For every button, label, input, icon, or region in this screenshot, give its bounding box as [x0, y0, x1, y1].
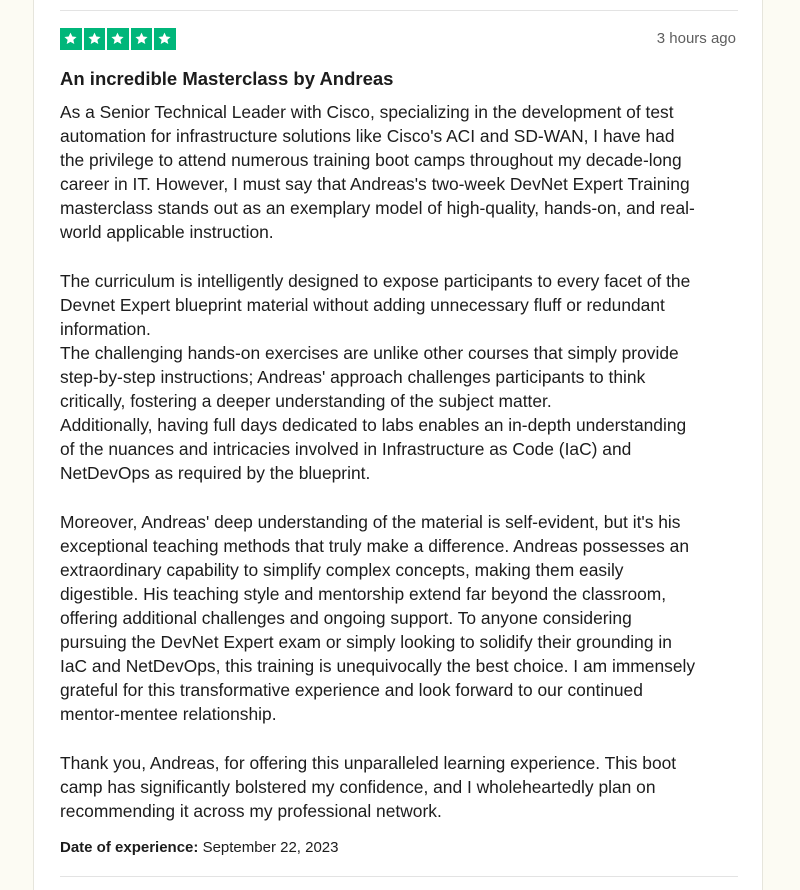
review-text-line: of the nuances and intricacies involved in Infrastructure as Code (IaC) and	[60, 439, 632, 460]
review-text-line: information.	[60, 318, 151, 339]
review-text-line: grateful for this transformative experience and look forward to our continued	[60, 680, 643, 701]
review-text-line: Devnet Expert blueprint material without adding unnecessary fluff or redundant	[60, 294, 665, 315]
top-divider	[60, 10, 738, 11]
review-text-line: Moreover, Andreas' deep understanding of the material is self-evident, but it's his	[60, 511, 681, 532]
star-icon	[154, 28, 176, 50]
review-text-line: mentor-mentee relationship.	[60, 704, 277, 725]
review-paragraph	[60, 751, 744, 823]
star-icon	[60, 28, 82, 50]
review-body	[60, 100, 744, 823]
review-text-line: extraordinary capability to simplify complex concepts, making them easily	[60, 559, 624, 580]
paragraph-gap	[60, 486, 744, 510]
review-text-line: career in IT. However, I must say that Andreas's two-week DevNet Expert Training	[60, 174, 690, 195]
star-icon	[107, 28, 129, 50]
review-text-line: IaC and NetDevOps, this training is unequivocally the best choice. I am immensely	[60, 656, 696, 677]
review-text-line: exceptional teaching methods that truly make a difference. Andreas possesses an	[60, 535, 690, 556]
review-text-line: NetDevOps as required by the blueprint.	[60, 463, 371, 484]
review-text-line: digestible. His teaching style and mentorship extend far beyond the classroom,	[60, 583, 667, 604]
star-icon	[131, 28, 153, 50]
review-text-line: step-by-step instructions; Andreas' approach challenges participants to think	[60, 367, 646, 388]
review-text-line: automation for infrastructure solutions like Cisco's ACI and SD-WAN, I have had	[60, 126, 675, 147]
date-of-experience	[60, 839, 339, 857]
review-title: An incredible Masterclass by Andreas	[60, 68, 394, 89]
date-of-experience-label: Date of experience:	[60, 839, 199, 856]
date-of-experience-value: September 22, 2023	[202, 839, 339, 856]
review-text-line: offering additional challenges and ongoing support. To anyone considering	[60, 607, 632, 628]
paragraph-gap	[60, 726, 744, 750]
review-paragraph	[60, 269, 744, 486]
star-icon	[84, 28, 106, 50]
star-rating	[60, 28, 176, 50]
review-text-line: As a Senior Technical Leader with Cisco, specializing in the development of test	[60, 102, 674, 122]
paragraph-gap	[60, 245, 744, 269]
review-text-line: recommending it across my professional network.	[60, 800, 442, 821]
review-text-line: The challenging hands-on exercises are unlike other courses that simply provide	[60, 342, 679, 363]
review-time: 3 hours ago	[656, 30, 736, 47]
review-text-line: The curriculum is intelligently designed to expose participants to every facet of the	[60, 270, 691, 291]
review-text-line: pursuing the DevNet Expert exam or simply looking to solidify their grounding in	[60, 632, 672, 653]
review-text-line: critically, fostering a deeper understanding of the subject matter.	[60, 391, 552, 412]
review-text-line: Additionally, having full days dedicated to labs enables an in-depth understanding	[60, 415, 687, 436]
review-paragraph	[60, 510, 744, 727]
review-text-line: the privilege to attend numerous training boot camps throughout my decade-long	[60, 150, 682, 171]
review-paragraph	[60, 100, 744, 245]
review-text-line: camp has significantly bolstered my confidence, and I wholeheartedly plan on	[60, 776, 656, 797]
bottom-divider	[60, 876, 738, 877]
review-card	[33, 0, 763, 890]
review-text-line: world applicable instruction.	[60, 222, 274, 243]
review-text-line: Thank you, Andreas, for offering this unparalleled learning experience. This boot	[60, 752, 677, 773]
review-text-line: masterclass stands out as an exemplary model of high-quality, hands-on, and real-	[60, 198, 695, 219]
